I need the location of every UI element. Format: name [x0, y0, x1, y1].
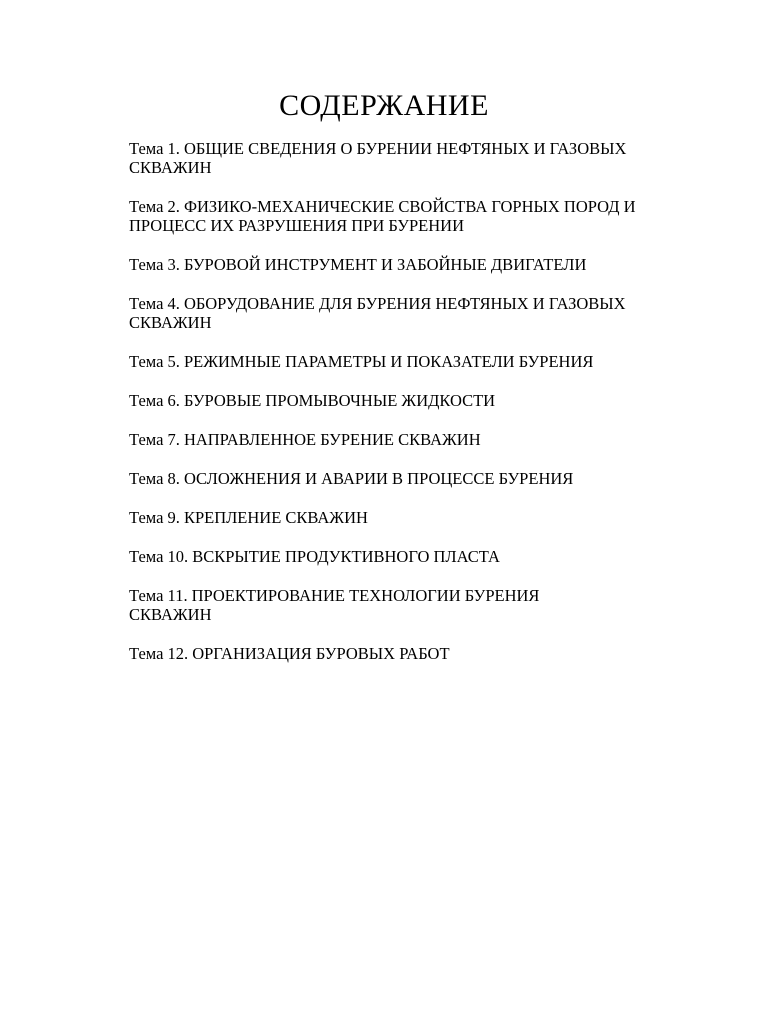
toc-entry-label: Тема 9. — [129, 508, 180, 527]
toc-entry-7 — [129, 430, 699, 449]
page-title: СОДЕРЖАНИЕ — [279, 89, 489, 122]
toc-entry-label: Тема 4. — [129, 294, 180, 313]
toc-entry-label: Тема 1. — [129, 139, 180, 158]
toc-entry-label: Тема 12. — [129, 644, 189, 663]
toc-entry-6 — [129, 391, 699, 410]
toc-entry-4 — [129, 294, 699, 332]
toc-entry-text-continued: СКВАЖИН — [129, 313, 212, 332]
toc-entry-text: ФИЗИКО-МЕХАНИЧЕСКИЕ СВОЙСТВА ГОРНЫХ ПОРОД И — [183, 197, 636, 216]
toc-entry-text: ОРГАНИЗАЦИЯ БУРОВЫХ РАБОТ — [192, 644, 450, 663]
toc-entry-5 — [129, 352, 699, 371]
toc-entry-label: Тема 2. — [129, 197, 180, 216]
toc-entry-1 — [129, 139, 699, 177]
toc-entry-text: НАПРАВЛЕННОЕ БУРЕНИЕ СКВАЖИН — [183, 430, 481, 449]
toc-entry-8 — [129, 469, 699, 488]
toc-entry-text: ВСКРЫТИЕ ПРОДУКТИВНОГО ПЛАСТА — [192, 547, 500, 566]
toc-entry-12 — [129, 644, 699, 663]
toc-entry-text: ОБЩИЕ СВЕДЕНИЯ О БУРЕНИИ НЕФТЯНЫХ И ГАЗОВЫХ — [183, 139, 627, 158]
toc-entry-label: Тема 10. — [129, 547, 189, 566]
toc-entry-text: БУРОВОЙ ИНСТРУМЕНТ И ЗАБОЙНЫЕ ДВИГАТЕЛИ — [183, 255, 587, 274]
toc-entry-text-continued: СКВАЖИН — [129, 605, 212, 624]
toc-entry-label: Тема 5. — [129, 352, 180, 371]
toc-entry-label: Тема 6. — [129, 391, 180, 410]
toc-entry-text: БУРОВЫЕ ПРОМЫВОЧНЫЕ ЖИДКОСТИ — [183, 391, 496, 410]
toc-entry-9 — [129, 508, 699, 527]
toc-entry-3 — [129, 255, 699, 274]
toc-entry-text: РЕЖИМНЫЕ ПАРАМЕТРЫ И ПОКАЗАТЕЛИ БУРЕНИЯ — [183, 352, 594, 371]
toc-entry-2 — [129, 197, 699, 235]
toc-entry-label: Тема 11. — [129, 586, 188, 605]
toc-entry-label: Тема 3. — [129, 255, 180, 274]
toc-entry-text-continued: СКВАЖИН — [129, 158, 212, 177]
toc-entry-text: ОБОРУДОВАНИЕ ДЛЯ БУРЕНИЯ НЕФТЯНЫХ И ГАЗОВЫХ — [183, 294, 626, 313]
table-of-contents — [129, 139, 699, 683]
toc-entry-text: ПРОЕКТИРОВАНИЕ ТЕХНОЛОГИИ БУРЕНИЯ — [191, 586, 540, 605]
toc-entry-10 — [129, 547, 699, 566]
toc-entry-text: ОСЛОЖНЕНИЯ И АВАРИИ В ПРОЦЕССЕ БУРЕНИЯ — [183, 469, 574, 488]
toc-entry-text-continued: ПРОЦЕСС ИХ РАЗРУШЕНИЯ ПРИ БУРЕНИИ — [129, 216, 464, 235]
toc-entry-label: Тема 8. — [129, 469, 180, 488]
toc-entry-11 — [129, 586, 699, 624]
toc-entry-text: КРЕПЛЕНИЕ СКВАЖИН — [183, 508, 368, 527]
toc-entry-label: Тема 7. — [129, 430, 180, 449]
